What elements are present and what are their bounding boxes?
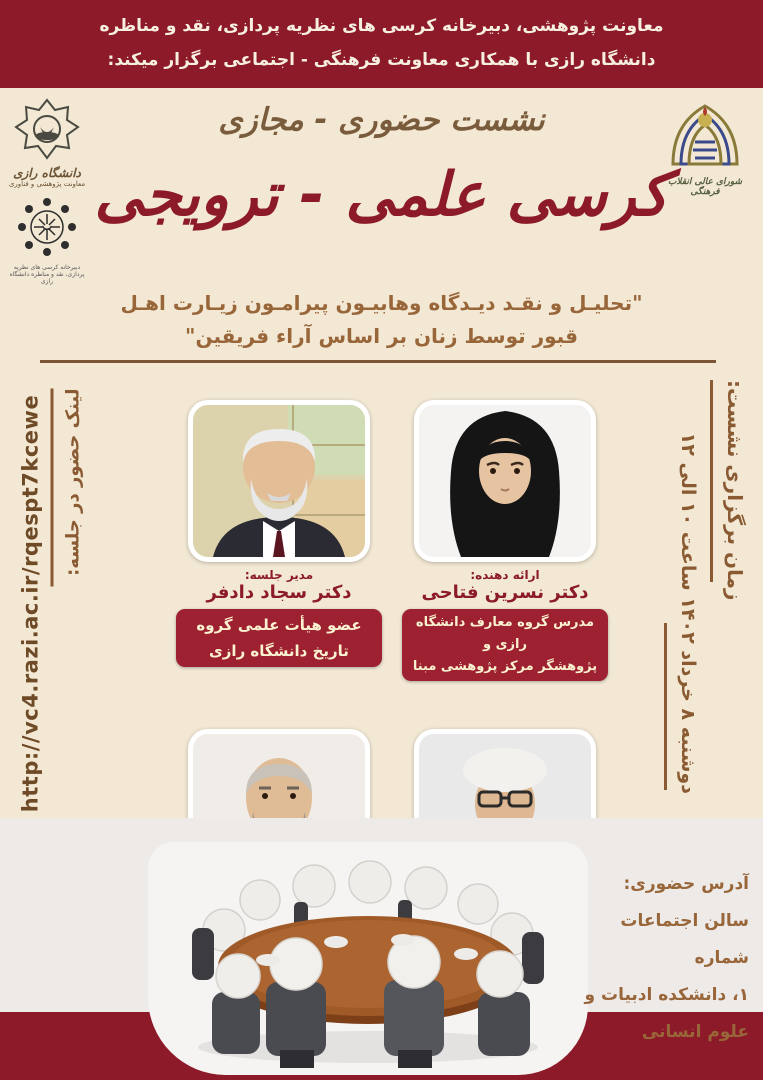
session-time-label: زمان برگزاری نشست: bbox=[723, 380, 747, 601]
session-type-title: نشست حضوری - مجازی bbox=[218, 102, 545, 138]
speaker-role: ارائه دهنده: bbox=[470, 568, 540, 582]
speaker-name: دکتر سجاد دادفر bbox=[206, 582, 352, 603]
topic-line-1: "تحلیـل و نقـد دیـدگاه وهابیـون پیرامـون زیـارت اهـل bbox=[120, 291, 643, 315]
address-line-3: علوم انسانی bbox=[641, 1022, 749, 1042]
speaker-affiliation-banner bbox=[402, 609, 608, 681]
council-logo-caption: شورای عالی انقلاب فرهنگی bbox=[667, 177, 743, 197]
secretariat-logo-icon bbox=[16, 196, 78, 258]
portrait-sajjad-dadfar bbox=[193, 405, 365, 557]
speaker-name: دکتر نسرین فتاحی bbox=[421, 582, 589, 603]
main-title: کرسی علمی - ترویجی bbox=[94, 160, 669, 230]
speaker-role: مدیر جلسه: bbox=[244, 568, 314, 582]
sidebar-rule bbox=[664, 623, 667, 790]
sidebar-rule bbox=[710, 380, 713, 582]
address-line-2: ۱، دانشکده ادبیات و bbox=[584, 985, 749, 1005]
session-link-url[interactable]: http://vc4.razi.ac.ir/rqespt7kcewe bbox=[18, 394, 43, 813]
razi-university-logo-icon bbox=[14, 98, 80, 160]
session-topic bbox=[90, 287, 673, 353]
speaker-card-chair bbox=[176, 400, 382, 681]
razi-logo-name: دانشگاه رازی bbox=[13, 166, 81, 180]
title-divider-line bbox=[40, 360, 716, 363]
meeting-table-image bbox=[148, 842, 588, 1075]
address-label: آدرس حضوری: bbox=[623, 874, 749, 894]
portrait-nasrin-fattahi bbox=[419, 405, 591, 557]
razi-logo-dept: معاونت پژوهشی و فناوری bbox=[8, 180, 86, 188]
speaker-photo bbox=[188, 400, 370, 562]
topic-line-2: قبور توسط زنان بر اساس آراء فریقین" bbox=[185, 324, 578, 348]
sidebar-rule bbox=[51, 389, 54, 587]
organizer-line-2: دانشگاه رازی با همکاری معاونت فرهنگی - اجتماعی برگزار میکند: bbox=[107, 50, 656, 70]
speaker-card-presenter bbox=[402, 400, 608, 681]
razi-university-logo-block bbox=[8, 98, 86, 285]
session-link-label: لینک حضور در جلسه: bbox=[62, 388, 84, 576]
affiliation-line-1: مدرس گروه معارف دانشگاه رازی و bbox=[415, 615, 595, 652]
secretariat-logo-caption: دبیرخانه کرسی های نظریه پردازی، نقد و مناظره دانشگاه رازی bbox=[9, 264, 85, 285]
speaker-photo bbox=[414, 400, 596, 562]
session-datetime: دوشنبه ۸ خرداد ۱۴۰۲ ساعت ۱۰ الی ۱۲ bbox=[677, 432, 699, 794]
organizer-line-1: معاونت پژوهشی، دبیرخانه کرسی های نظریه پردازی، نقد و مناظره bbox=[99, 16, 664, 36]
session-link-sidebar bbox=[14, 389, 119, 819]
affiliation-line-1: عضو هیأت علمی گروه bbox=[196, 616, 362, 634]
address-block bbox=[564, 866, 749, 1051]
round-table-figures-icon bbox=[148, 842, 588, 1075]
organizer-header bbox=[0, 0, 763, 88]
affiliation-line-2: تاریخ دانشگاه رازی bbox=[209, 642, 349, 660]
affiliation-line-2: پژوهشگر مرکز پژوهشی مبنا bbox=[412, 659, 598, 674]
address-line-1: سالن اجتماعات شماره bbox=[620, 911, 749, 968]
speaker-affiliation-banner bbox=[176, 609, 382, 667]
session-time-sidebar bbox=[635, 380, 755, 820]
